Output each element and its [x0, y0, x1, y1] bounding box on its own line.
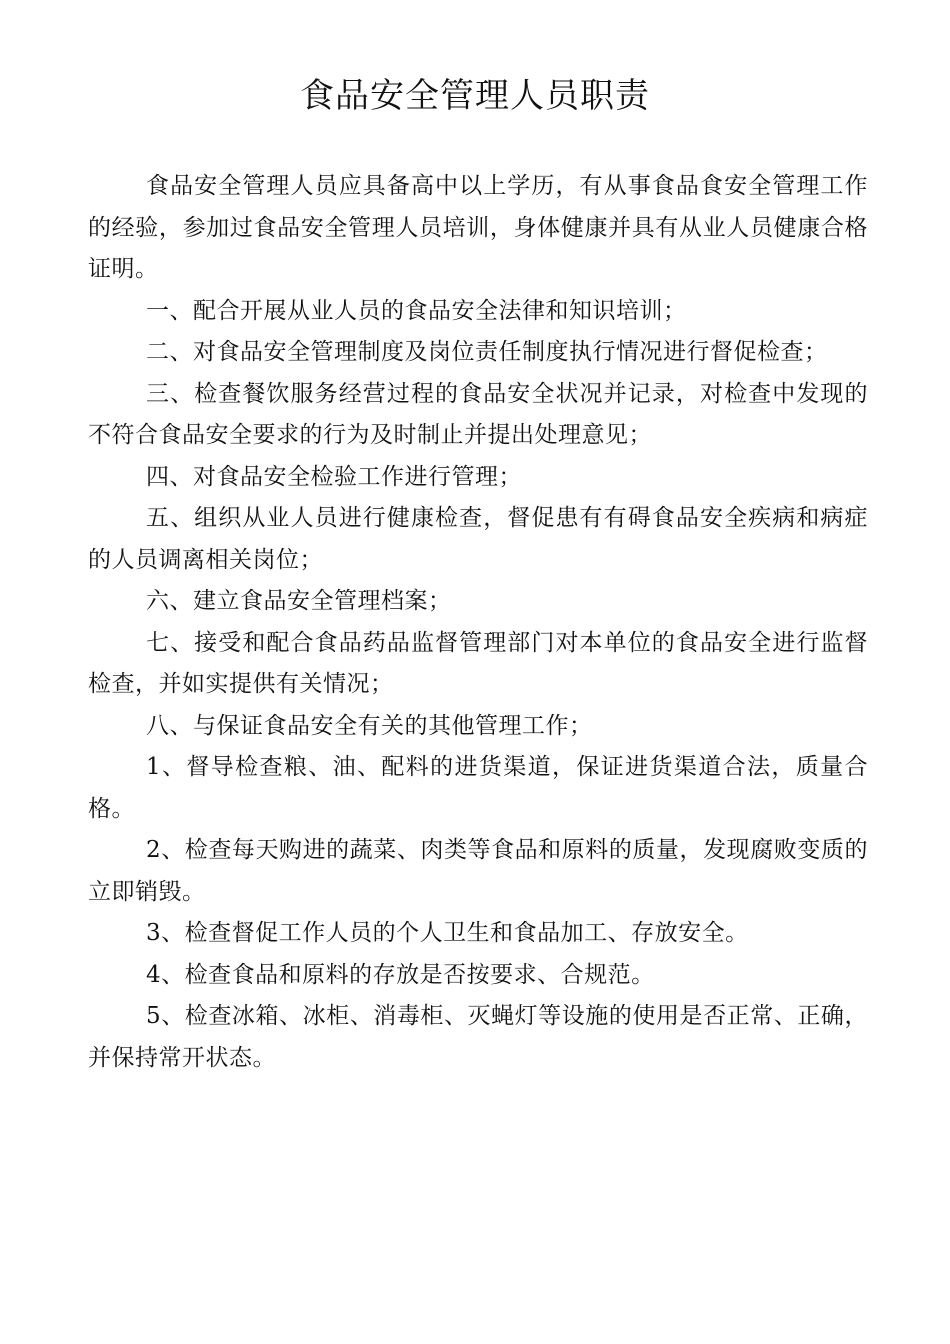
- sub-item-1: 1、督导检查粮、油、配料的进货渠道，保证进货渠道合法，质量合格。: [88, 754, 868, 822]
- sub-item-3: 3、检查督促工作人员的个人卫生和食品加工、存放安全。: [146, 920, 749, 946]
- sub-item-4: 4、检查食品和原料的存放是否按要求、合规范。: [146, 961, 655, 988]
- document-title: 食品安全管理人员职责: [300, 76, 650, 116]
- sub-item-5: 5、检查冰箱、冰柜、消毒柜、灭蝇灯等设施的使用是否正常、正确，并保持常开状态。: [88, 1003, 868, 1071]
- duty-item-3: 三、检查餐饮服务经营过程的食品安全状况并记录，对检查中发现的不符合食品安全要求的行为及时制止并提出处理意见；: [88, 380, 868, 448]
- duty-item-8: 八、与保证食品安全有关的其他管理工作；: [146, 712, 593, 739]
- duty-item-5: 五、组织从业人员进行健康检查，督促患有有碍食品安全疾病和病症的人员调离相关岗位；: [88, 505, 868, 573]
- duty-item-7: 七、接受和配合食品药品监督管理部门对本单位的食品安全进行监督检查，并如实提供有关情况；: [88, 629, 868, 697]
- duty-item-1: 一、配合开展从业人员的食品安全法律和知识培训；: [146, 297, 687, 324]
- duty-item-4: 四、对食品安全检验工作进行管理；: [146, 463, 522, 490]
- intro-paragraph: 食品安全管理人员应具备高中以上学历，有从事食品食安全管理工作的经验，参加过食品安全管理人员培训，身体健康并具有从业人员健康合格证明。: [88, 173, 868, 282]
- duty-item-6: 六、建立食品安全管理档案；: [146, 588, 452, 614]
- duty-item-2: 二、对食品安全管理制度及岗位责任制度执行情况进行督促检查；: [146, 339, 828, 365]
- sub-item-2: 2、检查每天购进的蔬菜、肉类等食品和原料的质量，发现腐败变质的立即销毁。: [88, 837, 868, 905]
- document-body: [88, 166, 868, 1079]
